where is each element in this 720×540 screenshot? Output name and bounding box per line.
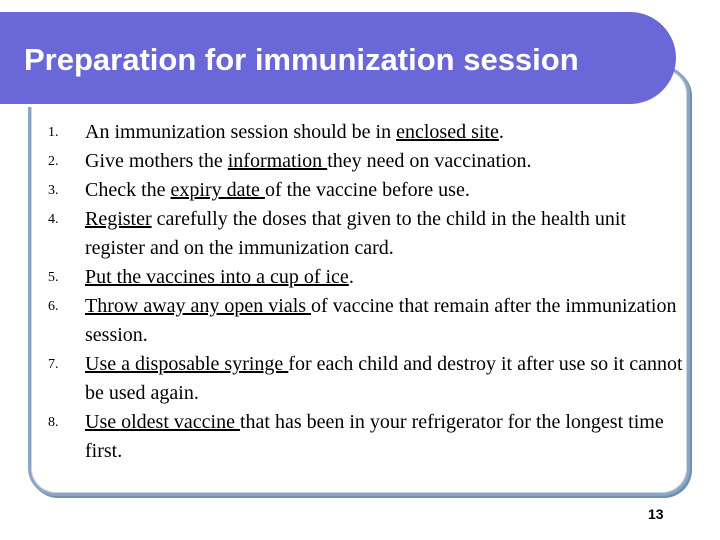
list-item <box>48 176 688 205</box>
page-number: 13 <box>648 506 664 522</box>
numbered-list <box>48 118 688 466</box>
text-run: Give mothers the <box>85 150 228 172</box>
list-item <box>48 263 688 292</box>
list-item-text <box>85 176 688 205</box>
underlined-phrase: Use oldest vaccine <box>85 411 240 433</box>
list-item <box>48 292 688 350</box>
list-item-number: 4. <box>48 212 59 227</box>
list-item-text <box>85 408 688 466</box>
underlined-phrase: Use a disposable syringe <box>85 353 289 375</box>
list-item-number: 2. <box>48 154 59 169</box>
list-item-text <box>85 147 688 176</box>
text-run: for each child and destroy it after use so it cannot be used again. <box>85 353 683 404</box>
list-item-number: 3. <box>48 183 59 198</box>
underlined-phrase: Register <box>85 208 152 230</box>
underlined-phrase: expiry date <box>170 179 265 201</box>
list-item-number: 6. <box>48 299 59 314</box>
list-item-text <box>85 350 688 408</box>
title-divider <box>0 104 638 107</box>
text-run: of the vaccine before use. <box>264 179 470 201</box>
list-item-text <box>85 263 688 292</box>
title-bar <box>0 12 676 104</box>
list-item-number: 7. <box>48 357 59 372</box>
text-run: they need on vaccination. <box>327 150 532 172</box>
list-item <box>48 350 688 408</box>
text-run: of vaccine that remain after the immunization session. <box>85 295 677 346</box>
text-run: Check the <box>85 179 171 201</box>
underlined-phrase: information <box>227 150 328 172</box>
list-item-number: 5. <box>48 270 59 285</box>
list-item-text <box>85 292 688 350</box>
text-run: . <box>348 266 354 288</box>
text-run: that has been in your refrigerator for the longest time first. <box>85 411 664 462</box>
slide-title: Preparation for immunization session <box>24 42 579 77</box>
underlined-phrase: Put the vaccines into a cup of ice <box>85 266 349 288</box>
underlined-phrase: enclosed site <box>396 121 499 143</box>
text-run: carefully the doses that given to the child in the health unit register and on the immunization card. <box>85 208 626 259</box>
list-item-number: 8. <box>48 415 59 430</box>
text-run: . <box>498 121 504 143</box>
list-item <box>48 408 688 466</box>
list-item-number: 1. <box>48 125 59 140</box>
list-item <box>48 147 688 176</box>
list-item <box>48 118 688 147</box>
list-item-text <box>85 205 688 263</box>
list-item <box>48 205 688 263</box>
text-run: An immunization session should be in <box>85 121 397 143</box>
list-item-text <box>85 118 688 147</box>
underlined-phrase: Throw away any open vials <box>85 295 312 317</box>
